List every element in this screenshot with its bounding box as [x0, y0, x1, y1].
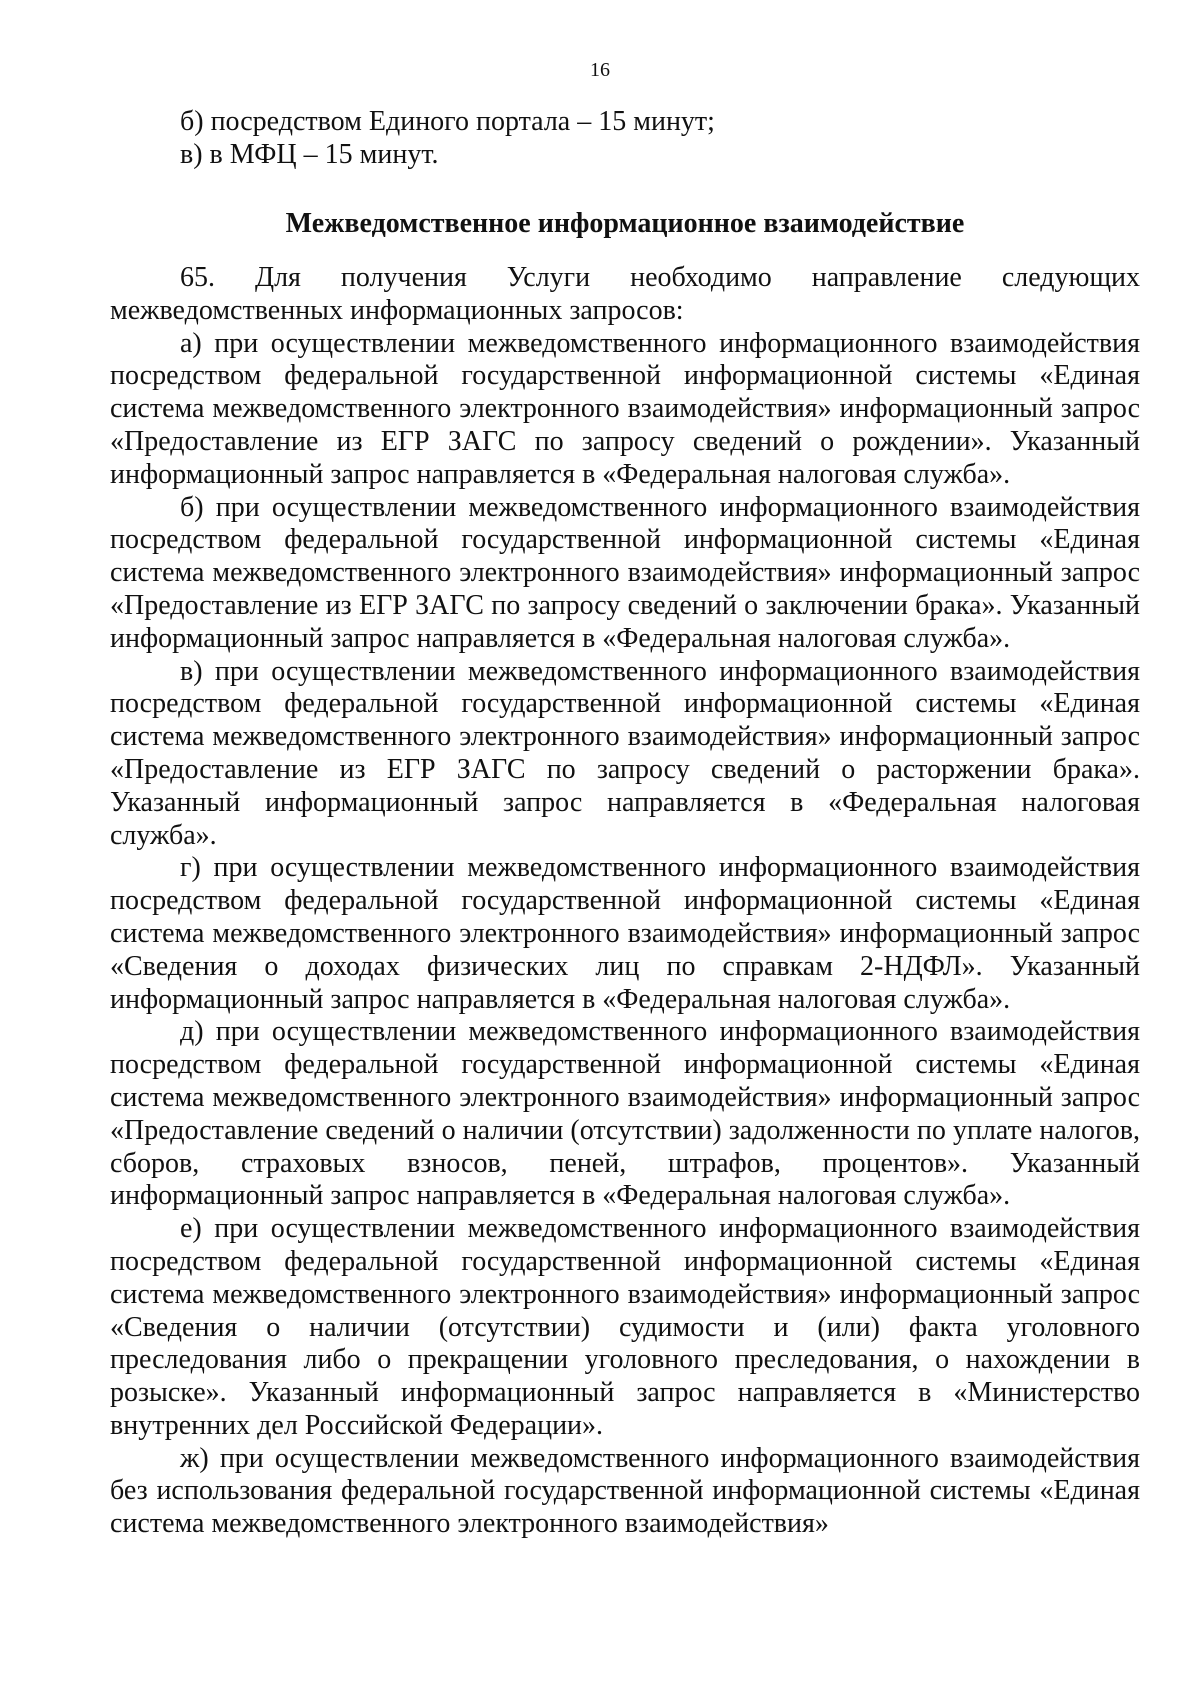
section-heading: Межведомственное информационное взаимодействие [285, 208, 965, 239]
section-body [110, 262, 1140, 1541]
list-item: б) посредством Единого портала – 15 минут; [180, 106, 715, 137]
paragraph-v: в) при осуществлении межведомственного информационного взаимодействия посредством федеральной государственной информационной системы «Единая система межведомственного электронного взаимодействия» информационный запрос «Предоставление из ЕГР ЗАГС по запросу сведений о расторжении брака». Указанный информационный запрос направляется в «Федеральная налоговая служба». [110, 655, 1140, 851]
paragraph-a: а) при осуществлении межведомственного информационного взаимодействия посредством федеральной государственной информационной системы «Единая система межведомственного электронного взаимодействия» информационный запрос «Предоставление из ЕГР ЗАГС по запросу сведений о рождении». Указанный информационный запрос направляется в «Федеральная налоговая служба». [110, 327, 1140, 490]
paragraph-65: 65. Для получения Услуги необходимо направление следующих межведомственных информационных запросов: [110, 262, 1140, 326]
paragraph-zh: ж) при осуществлении межведомственного информационного взаимодействия без использования федеральной государственной информационной системы «Единая система межведомственного электронного взаимодействия» [110, 1442, 1140, 1540]
list-item: в) в МФЦ – 15 минут. [180, 138, 439, 170]
paragraph-d: д) при осуществлении межведомственного информационного взаимодействия посредством федеральной государственной информационной системы «Единая система межведомственного электронного взаимодействия» информационный запрос «Предоставление сведений о наличии (отсутствии) задолженности по уплате налогов, сборов, страховых взносов, пеней, штрафов, процентов». Указанный информационный запрос направляется в «Федеральная налоговая служба». [110, 1016, 1140, 1212]
top-list [110, 106, 1140, 172]
paragraph-e: е) при осуществлении межведомственного информационного взаимодействия посредством федеральной государственной информационной системы «Единая система межведомственного электронного взаимодействия» информационный запрос «Сведения о наличии (отсутствии) судимости и (или) факта уголовного преследования либо о прекращении уголовного преследования, о нахождении в розыске». Указанный информационный запрос направляется в «Министерство внутренних дел Российской Федерации». [110, 1213, 1140, 1441]
paragraph-g: г) при осуществлении межведомственного информационного взаимодействия посредством федеральной государственной информационной системы «Единая система межведомственного электронного взаимодействия» информационный запрос «Сведения о доходах физических лиц по справкам 2-НДФЛ». Указанный информационный запрос направляется в «Федеральная налоговая служба». [110, 852, 1140, 1015]
page-number: 16 [590, 59, 610, 81]
paragraph-b: б) при осуществлении межведомственного информационного взаимодействия посредством федеральной государственной информационной системы «Единая система межведомственного электронного взаимодействия» информационный запрос «Предоставление из ЕГР ЗАГС по запросу сведений о заключении брака». Указанный информационный запрос направляется в «Федеральная налоговая служба». [110, 491, 1140, 654]
